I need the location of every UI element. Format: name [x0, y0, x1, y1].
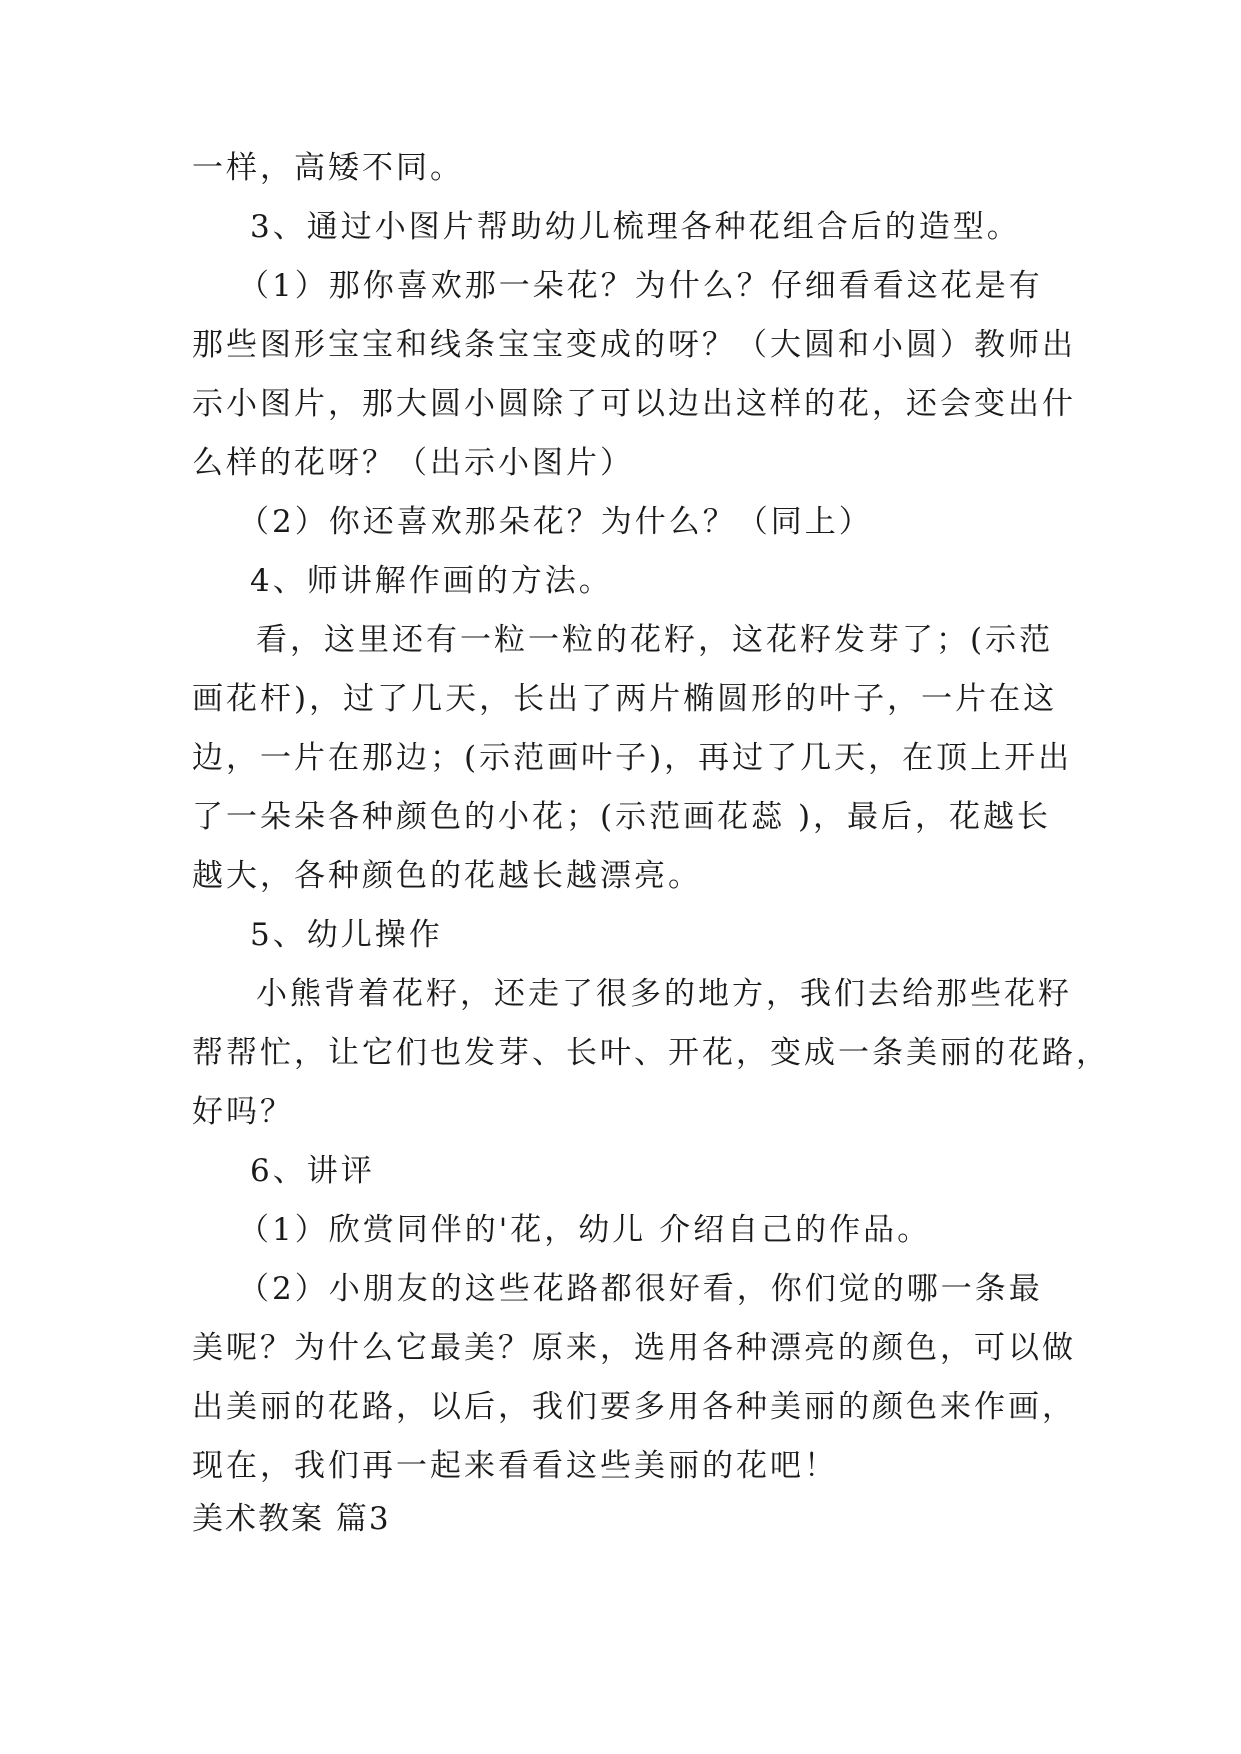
- paragraph-line: 么样的花呀？（出示小图片）: [192, 445, 634, 481]
- paragraph-line: 了一朵朵各种颜色的小花；(示范画花蕊 )，最后，花越长: [192, 799, 1052, 835]
- paragraph-line: （1）那你喜欢那一朵花？为什么？仔细看看这花是有: [238, 268, 1043, 304]
- paragraph-line: 帮帮忙，让它们也发芽、长叶、开花，变成一条美丽的花路，: [192, 1035, 1110, 1071]
- paragraph-line: 边，一片在那边；(示范画叶子)，再过了几天，在顶上开出: [192, 740, 1073, 776]
- paragraph-line: 看，这里还有一粒一粒的花籽，这花籽发芽了；(示范: [256, 622, 1054, 658]
- section-heading: 美术教案 篇3: [192, 1501, 391, 1537]
- paragraph-line: 好吗？: [192, 1094, 294, 1130]
- paragraph-line: 画花杆)，过了几天，长出了两片椭圆形的叶子，一片在这: [192, 681, 1058, 717]
- paragraph-line: 小熊背着花籽，还走了很多的地方，我们去给那些花籽: [256, 976, 1072, 1012]
- paragraph-line: 出美丽的花路，以后，我们要多用各种美丽的颜色来作画，: [192, 1389, 1076, 1425]
- paragraph-line: （2）小朋友的这些花路都很好看，你们觉的哪一条最: [238, 1271, 1043, 1307]
- paragraph-line: 4、师讲解作画的方法。: [250, 563, 613, 599]
- paragraph-line: 那些图形宝宝和线条宝宝变成的呀？（大圆和小圆）教师出: [192, 327, 1076, 363]
- paragraph-line: 现在，我们再一起来看看这些美丽的花吧！: [192, 1448, 838, 1484]
- paragraph-line: 5、幼儿操作: [250, 917, 443, 953]
- paragraph-line: （2）你还喜欢那朵花？为什么？（同上）: [238, 504, 873, 540]
- paragraph-line: 6、讲评: [250, 1153, 375, 1189]
- paragraph-line: （1）欣赏同伴的'花，幼儿 介绍自己的作品。: [238, 1212, 932, 1248]
- paragraph-line: 一样，高矮不同。: [192, 150, 464, 186]
- paragraph-line: 示小图片，那大圆小圆除了可以边出这样的花，还会变出什: [192, 386, 1076, 422]
- paragraph-line: 越大，各种颜色的花越长越漂亮。: [192, 858, 702, 894]
- paragraph-line: 美呢？为什么它最美？原来，选用各种漂亮的颜色，可以做: [192, 1330, 1076, 1366]
- paragraph-line: 3、通过小图片帮助幼儿梳理各种花组合后的造型。: [250, 209, 1021, 245]
